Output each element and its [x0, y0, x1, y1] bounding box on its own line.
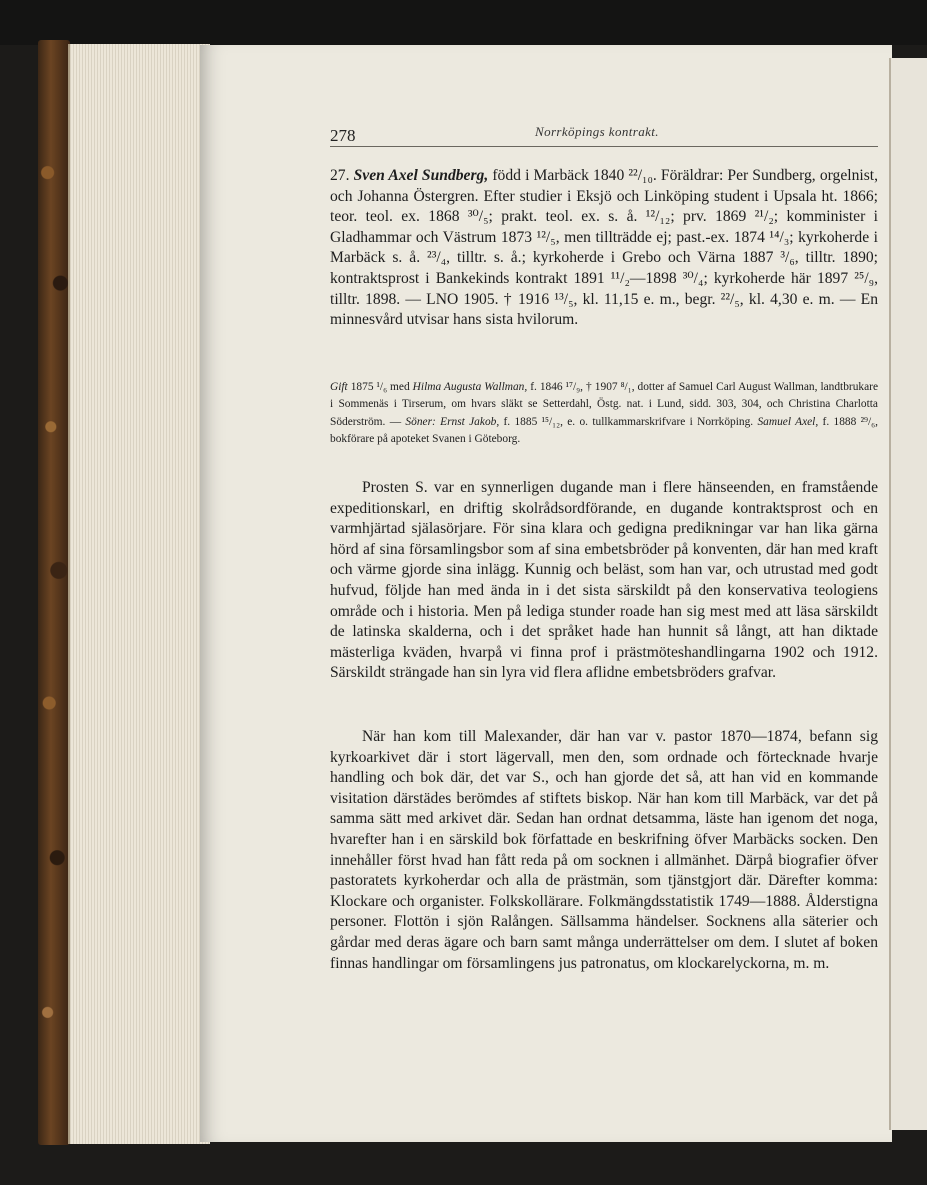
wife-name: Hilma Augusta Wallman,: [412, 381, 528, 393]
page-edges: [68, 44, 210, 1144]
running-head: Norrköpings kontrakt.: [535, 124, 659, 139]
page-number: 278: [330, 126, 356, 145]
page-header: [330, 122, 878, 147]
family-note: [330, 379, 878, 449]
son2-name: Samuel Axel,: [757, 415, 819, 428]
son1-text: f. 1885 ¹⁵/₁₂, e. o. tullkammarskrifvare i Norrköping.: [503, 415, 754, 428]
background-top: [0, 0, 927, 45]
facing-page-edge: [889, 58, 927, 1130]
wife-text: f. 1846 ¹⁷/₉, † 1907 ⁸/₁, dotter af Samuel Carl August Wallman, landtbrukare i Sommenäs i Tirserum, om hvars släkt se Setterdahl, Östg. nat. i Lund, sidd. 303, 304, och Christina Charlotta Söderström. —: [330, 381, 878, 428]
gift-text: 1875 ¹/₆ med: [350, 381, 410, 393]
entry-text: född i Marbäck 1840 ²²/₁₀. Föräldrar: Per Sundberg, orgelnist, och Johanna Östergren. Efter studier i Eksjö och Linköping student i Upsala ht. 1866; teor. teol. ex. 1868 ³⁰/₅; prakt. teol. ex. s. å. ¹²/₁₂; prv. 1869 ²¹/₂; komminister i Gladhammar och Västrum 1873 ¹²/₅, men tillträdde ej; past.-ex. 1874 ¹⁴/₃; kyrkoherde i Marbäck s. å. ²³/₄, tilltr. s. å.; kyrkoherde i Grebo och Värna 1887 ³/₆, tilltr. 1890; kontraktsprost i Bankekinds kontrakt 1891 ¹¹/₂—1898 ³⁰/₄; kyrkoherde här 1897 ²⁵/₉, tilltr. 1898. — LNO 1905. † 1916 ¹³/₅, kl. 11,15 e. m., begr. ²²/₅, kl. 4,30 e. m. — En minnesvård utvisar hans sista hvilorum.: [330, 167, 879, 329]
body-paragraph-1: Prosten S. var en synnerligen dugande man i flere hänseenden, en framstående expeditionskarl, en driftig skolrådsordförande, en dugande kontraktsprost och en varmhjärtad själasörjare. För sina klara och gedigna predikningar var han lika gärna hörd af sina församlingsbor som af sina embetsbröder på konventen, där han med kraft och värme gjorde sina inlägg. Kunnig och beläst, som han var, och utrustad med godt hufvud, följde han med ända in i det sista särskildt på den konservativa teologiens område och i historia. Men på lediga stunder roade han sig mest med att läsa särskildt de latinska skalderna, och i det språket hade han hunnit så långt, att han diktade mästerliga kväden, hvarpå vi finna prof i prästmöteshandlingarna 1902 och 1912. Särskildt strängade han sin lyra vid flera aflidne embetsbröders grafvar.: [330, 479, 878, 682]
entry-name: Sven Axel Sundberg,: [353, 167, 489, 184]
son1-name: Ernst Jakob,: [440, 415, 500, 428]
biography-entry: [330, 166, 878, 331]
gift-label: Gift: [330, 381, 348, 393]
body-paragraph-2: När han kom till Malexander, där han var v. pastor 1870—1874, befann sig kyrkoarkivet där i stort lägervall, men den, som ordnade och förtecknade hvarje handling och bok där, det var S., och han gjorde det så, att han vid en kommande visitation därstädes berömdes af stiftets biskop. När han kom till Marbäck, var det på samma sätt med arkivet där. Sedan han ordnat detsamma, läste han igenom det noga, hvarefter han i en särskild bok författade en beskrifning öfver Marbäcks socken. Den innehåller först hvad han fått reda på om socknen i allmänhet. Därpå biografier öfver pastoratets kyrkoherdar och alla de prästmän, som tjänstgjort där. Därefter komma: Klockare och organister. Folkskollärare. Folkmängdsstatistik 1749—1888. Ålderstigna personer. Flottön i sjön Ralången. Sällsamma händelser. Socknens alla säterier och gårdar med deras ägare och barn samt många underrättelser om dem. I slutet af boken finnas handlingar om församlingens jus patronatus, om klockarelyckorna, m. m.: [330, 728, 878, 972]
soner-label: Söner:: [405, 415, 436, 428]
son2-text: f. 1888 ²⁹/₆, bokförare på apoteket Svanen i Göteborg.: [330, 415, 878, 446]
book-spine: [38, 40, 70, 1145]
entry-number: 27.: [330, 167, 350, 184]
